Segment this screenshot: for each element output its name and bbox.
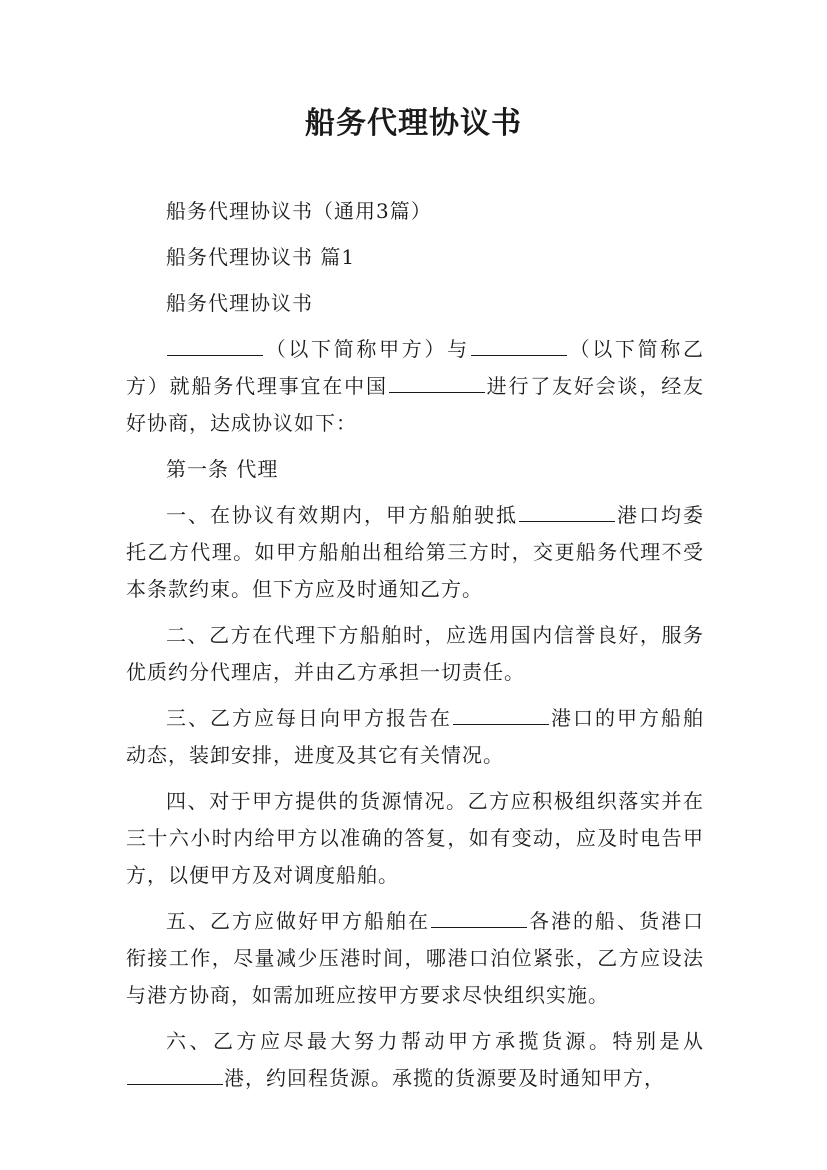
paragraph-text: （以下简称甲方）与 xyxy=(264,337,470,361)
paragraph-text: 港口的甲方船舶动态，装卸安排，进度及其它有关情况。 xyxy=(126,706,704,767)
clause-paragraph xyxy=(126,783,704,894)
fill-in-blank xyxy=(127,1064,223,1085)
paragraph-text: 港口均委托乙方代理。如甲方船舶出租给第三方时，交更船务代理不受本条款约束。但下方应及时通知乙方。 xyxy=(126,503,704,601)
document-body xyxy=(126,193,704,1106)
clause-paragraph xyxy=(126,700,704,774)
paragraph-text: （以下简称乙方）就船务代理事宜在中国 xyxy=(126,337,704,398)
paragraph-text: 一、在协议有效期内，甲方船舶驶抵 xyxy=(166,503,518,527)
paragraph-text: 第一条 代理 xyxy=(166,457,279,481)
paragraph-text: 船务代理协议书（通用3篇） xyxy=(166,199,432,223)
paragraph-text: 进行了友好会谈，经友好协商，达成协议如下： xyxy=(126,374,705,435)
fill-in-blank xyxy=(453,704,549,725)
paragraph-text: 六、乙方应尽最大努力帮动甲方承揽货源。特别是从 xyxy=(166,1029,704,1053)
fill-in-blank xyxy=(431,907,527,928)
paragraph-text: 三、乙方应每日向甲方报告在 xyxy=(166,706,452,730)
fill-in-blank xyxy=(519,501,615,522)
paragraph-text: 船务代理协议书 xyxy=(166,291,313,315)
paragraph-text: 五、乙方应做好甲方船舶在 xyxy=(166,909,430,933)
fill-in-blank xyxy=(167,335,263,356)
article-heading xyxy=(126,451,704,488)
intro-paragraph xyxy=(126,331,704,442)
paragraph-text: 各港的船、货港口衔接工作，尽量减少压港时间，哪港口泊位紧张，乙方应设法与港方协商，如需加班应按甲方要求尽快组织实施。 xyxy=(126,909,704,1007)
agreement-heading xyxy=(126,285,704,322)
paragraph-text: 四、对于甲方提供的货源情况。乙方应积极组织落实并在三十六小时内给甲方以准确的答复，如有变动，应及时电告甲方，以便甲方及对调度船舶。 xyxy=(126,789,704,887)
clause-paragraph xyxy=(126,617,704,691)
fill-in-blank xyxy=(471,335,567,356)
document-title: 船务代理协议书 xyxy=(305,106,522,141)
paragraph-text: 二、乙方在代理下方船舶时，应选用国内信誉良好，服务优质约分代理店，并由乙方承担一切责任。 xyxy=(126,623,704,684)
fill-in-blank xyxy=(389,372,485,393)
section-heading xyxy=(126,239,704,276)
paragraph-text: 港，约回程货源。承揽的货源要及时通知甲方， xyxy=(224,1066,665,1090)
clause-paragraph xyxy=(126,903,704,1014)
clause-paragraph xyxy=(126,497,704,608)
paragraph-text: 船务代理协议书 篇1 xyxy=(166,245,356,269)
subtitle-paragraph xyxy=(126,193,704,230)
clause-paragraph xyxy=(126,1023,704,1097)
